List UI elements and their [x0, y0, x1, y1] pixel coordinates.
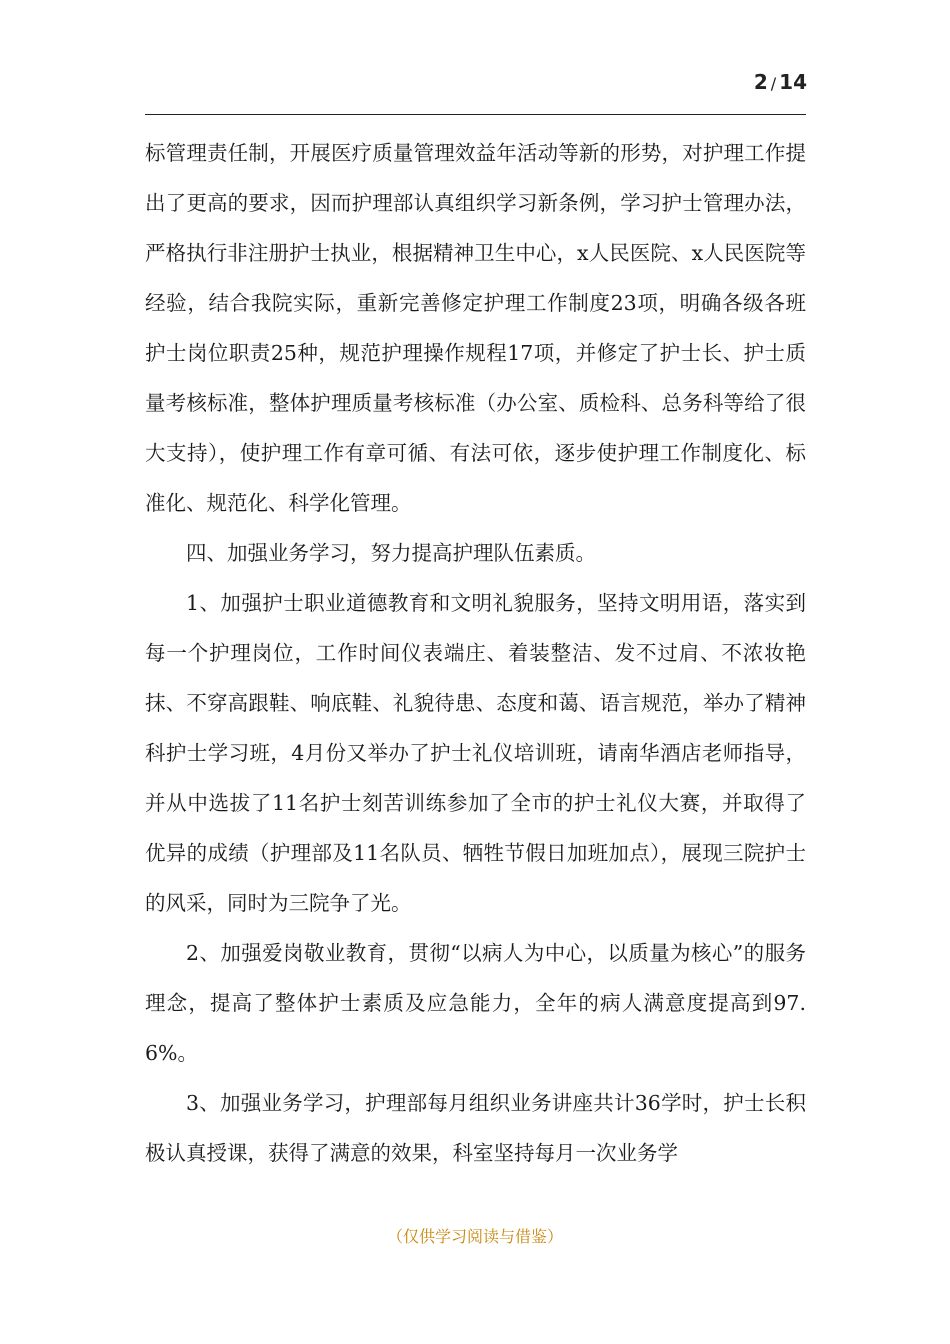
footer-note: （仅供学习阅读与借鉴）	[386, 1227, 563, 1246]
section-heading: 四、加强业务学习，努力提高护理队伍素质。	[186, 541, 596, 565]
document-body	[145, 128, 806, 1178]
paragraph: 2、加强爱岗敬业教育，贯彻“以病人为中心，以质量为核心”的服务理念，提高了整体护士素质及应急能力，全年的病人满意度提高到97.6%。	[145, 941, 806, 1065]
paragraph: 3、加强业务学习，护理部每月组织业务讲座共计36学时，护士长积极认真授课，获得了满意的效果，科室坚持每月一次业务学	[145, 1091, 806, 1165]
total-pages-number: 14	[779, 70, 807, 94]
header-divider	[145, 114, 806, 115]
paragraph-continued: 标管理责任制，开展医疗质量管理效益年活动等新的形势，对护理工作提出了更高的要求，因而护理部认真组织学习新条例，学习护士管理办法，严格执行非注册护士执业，根据精神卫生中心，x人民医院、x人民医院等经验，结合我院实际，重新完善修定护理工作制度23项，明确各级各班护士岗位职责25种，规范护理操作规程17项，并修定了护士长、护士质量考核标准，整体护理质量考核标准（办公室、质检科、总务科等给了很大支持），使护理工作有章可循、有法可依，逐步使护理工作制度化、标准化、规范化、科学化管理。	[145, 141, 806, 515]
page-number	[754, 70, 807, 94]
page-separator: /	[770, 74, 777, 93]
paragraph: 1、加强护士职业道德教育和文明礼貌服务，坚持文明用语，落实到每一个护理岗位，工作时间仪表端庄、着装整洁、发不过肩、不浓妆艳抹、不穿高跟鞋、响底鞋、礼貌待患、态度和蔼、语言规范，举办了精神科护士学习班，4月份又举办了护士礼仪培训班，请南华酒店老师指导，并从中选拔了11名护士刻苦训练参加了全市的护士礼仪大赛，并取得了优异的成绩（护理部及11名队员、牺牲节假日加班加点），展现三院护士的风采，同时为三院争了光。	[145, 591, 806, 915]
current-page-number: 2	[753, 70, 768, 94]
